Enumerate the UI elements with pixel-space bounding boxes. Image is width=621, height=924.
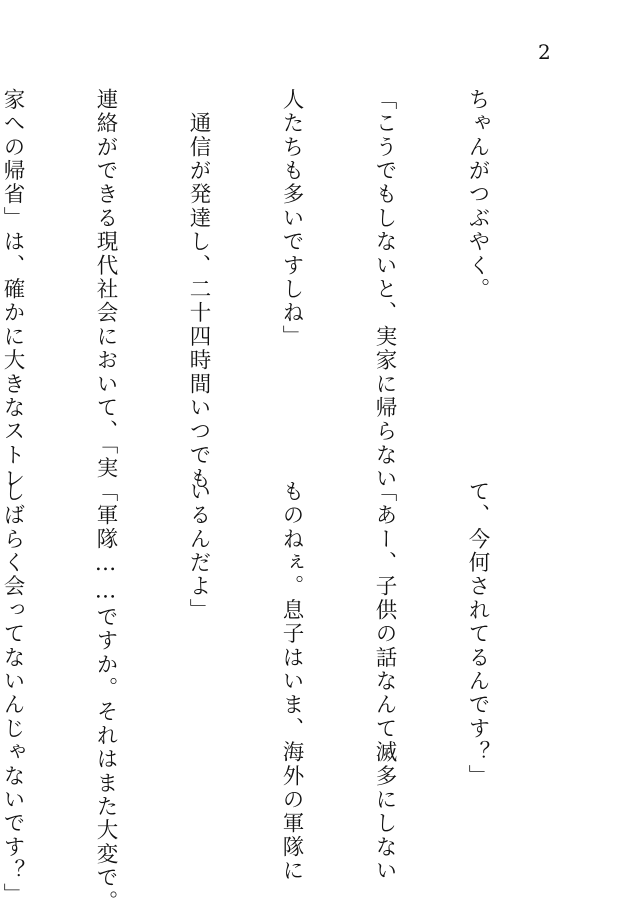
text-line: 連絡ができる現代社会において、「実: [93, 88, 118, 481]
text-line: 「こうでもしないと、実家に帰らない: [372, 88, 397, 491]
text-line: ものねぇ。息子はいま、海外の軍隊に: [279, 480, 304, 883]
text-line: 家への帰省」は、確かに大きなストレ: [0, 88, 25, 491]
text-line: 人たちも多いですしね」: [279, 88, 304, 349]
text-line: しばらく会ってないんじゃないです？」: [0, 480, 25, 907]
text-line: いるんだよ」: [186, 480, 211, 623]
text-line: 通信が発達し、二十四時間いつでも: [186, 88, 211, 491]
text-column-bottom: [0, 480, 555, 924]
text-line: て、今何されてるんです？」: [465, 480, 490, 789]
text-line: 「軍隊……ですか。それはまた大変で。: [93, 480, 118, 914]
text-column-top: [0, 88, 555, 515]
text-line: ちゃんがつぶやく。: [465, 88, 490, 302]
text-line: 「あー、子供の話なんて滅多にしない: [372, 480, 397, 883]
page-number: 2: [538, 40, 551, 64]
